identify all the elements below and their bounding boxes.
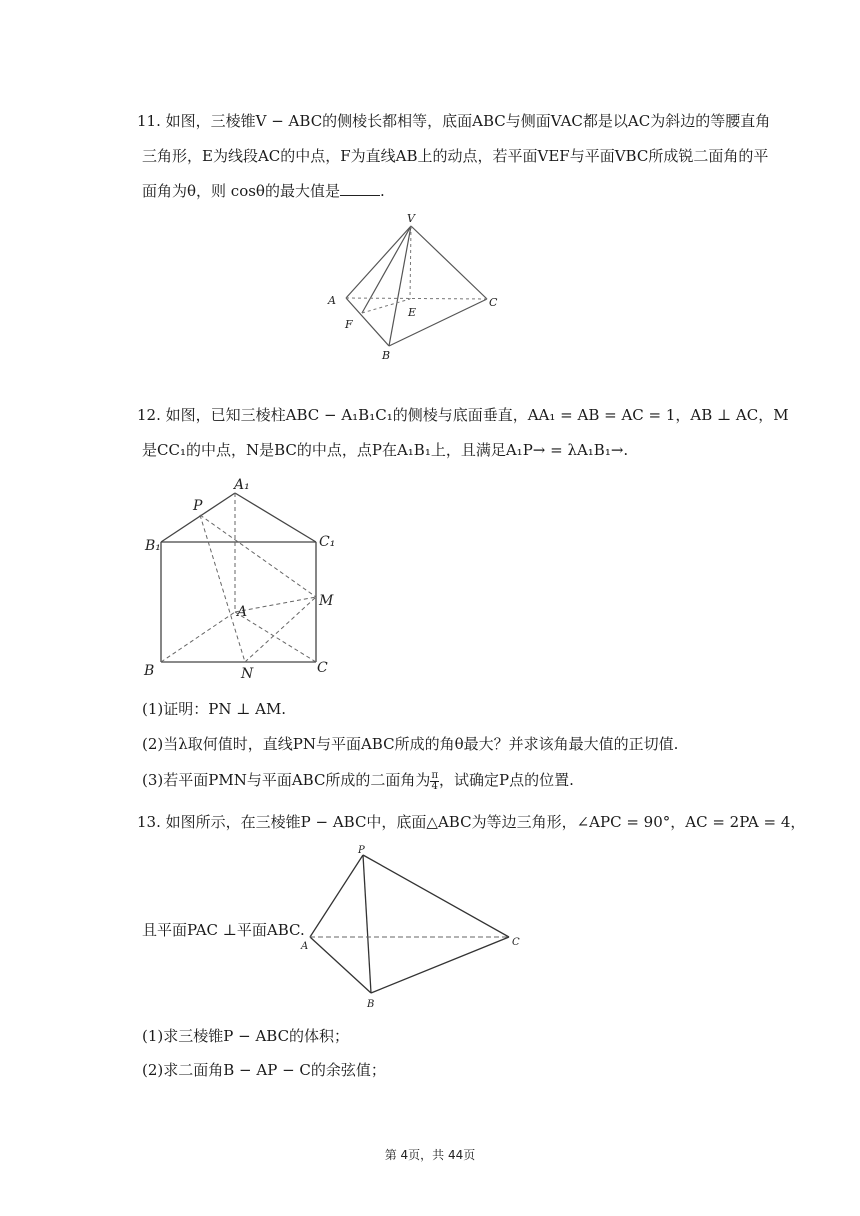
fraction-numerator: π [431, 769, 439, 781]
fig-label-p: P [358, 845, 365, 856]
q13-line1: 13. 如图所示，在三棱锥P − ABC中，底面△ABC为等边三角形，∠APC = 90°，AC = 2PA = 4， [137, 813, 806, 831]
fig-label-a: A [328, 294, 336, 307]
q12-line1: 12. 如图，已知三棱柱ABC − A₁B₁C₁的侧棱与底面垂直，AA₁ = AB = AC = 1，AB ⊥ AC，M [137, 406, 789, 424]
q12-prism-figure [140, 472, 360, 682]
page-footer: 第 4页，共 44页 [384, 1148, 476, 1162]
q11-pyramid-figure [322, 205, 522, 365]
fig-label-c: C [489, 296, 498, 309]
fig-label-b: B [367, 999, 375, 1010]
fig-label-v: V [407, 212, 415, 225]
answer-blank [340, 181, 380, 196]
fig-label-c: C [512, 937, 520, 948]
q11-line3-end: . [379, 182, 385, 200]
q11-line1: 11. 如图，三棱锥V − ABC的侧棱长都相等，底面ABC与侧面VAC都是以AC为斜边的等腰直角 [137, 112, 771, 130]
fig-label-m: M [319, 593, 334, 609]
fig-label-n: N [241, 666, 254, 682]
fig-label-a1: A₁ [234, 477, 250, 493]
q12-sub3-end: ，试确定P点的位置. [439, 771, 574, 789]
fraction-pi-over-4 [430, 771, 439, 792]
fig-label-c: C [317, 660, 328, 676]
fig-label-a: A [301, 941, 309, 952]
fig-label-c1: C₁ [319, 534, 336, 550]
q11-line3-text: 面角为θ，则 cosθ的最大值是 [142, 182, 340, 200]
fig-label-a: A [237, 604, 248, 620]
q11-line3 [142, 181, 385, 201]
q12-sub2: (2)当λ取何值时，直线PN与平面ABC所成的角θ最大？并求该角最大值的正切值. [142, 735, 679, 753]
fig-label-f: F [345, 318, 353, 331]
q13-sub1: (1)求三棱锥P − ABC的体积； [142, 1027, 350, 1045]
fraction-denominator: 4 [431, 780, 438, 792]
q12-sub3-text: (3)若平面PMN与平面ABC所成的二面角为 [142, 771, 431, 789]
q13-pyramid-figure [296, 843, 536, 1013]
q12-sub3 [142, 770, 574, 792]
q11-line2: 三角形，E为线段AC的中点，F为直线AB上的动点，若平面VEF与平面VBC所成锐二面角的平 [142, 147, 769, 165]
q13-sub2: (2)求二面角B − AP − C的余弦值； [142, 1061, 386, 1079]
fig-label-e: E [408, 306, 417, 319]
fig-label-b1: B₁ [145, 538, 161, 554]
fig-label-b: B [382, 349, 391, 362]
fig-label-b: B [144, 663, 155, 679]
q12-line2: 是CC₁的中点，N是BC的中点，点P在A₁B₁上，且满足A₁P→ = λA₁B₁→. [142, 441, 629, 459]
fig-label-p: P [193, 498, 203, 514]
q12-sub1: (1)证明：PN ⊥ AM. [142, 700, 287, 718]
q13-line2: 且平面PAC ⊥平面ABC. [142, 921, 305, 939]
